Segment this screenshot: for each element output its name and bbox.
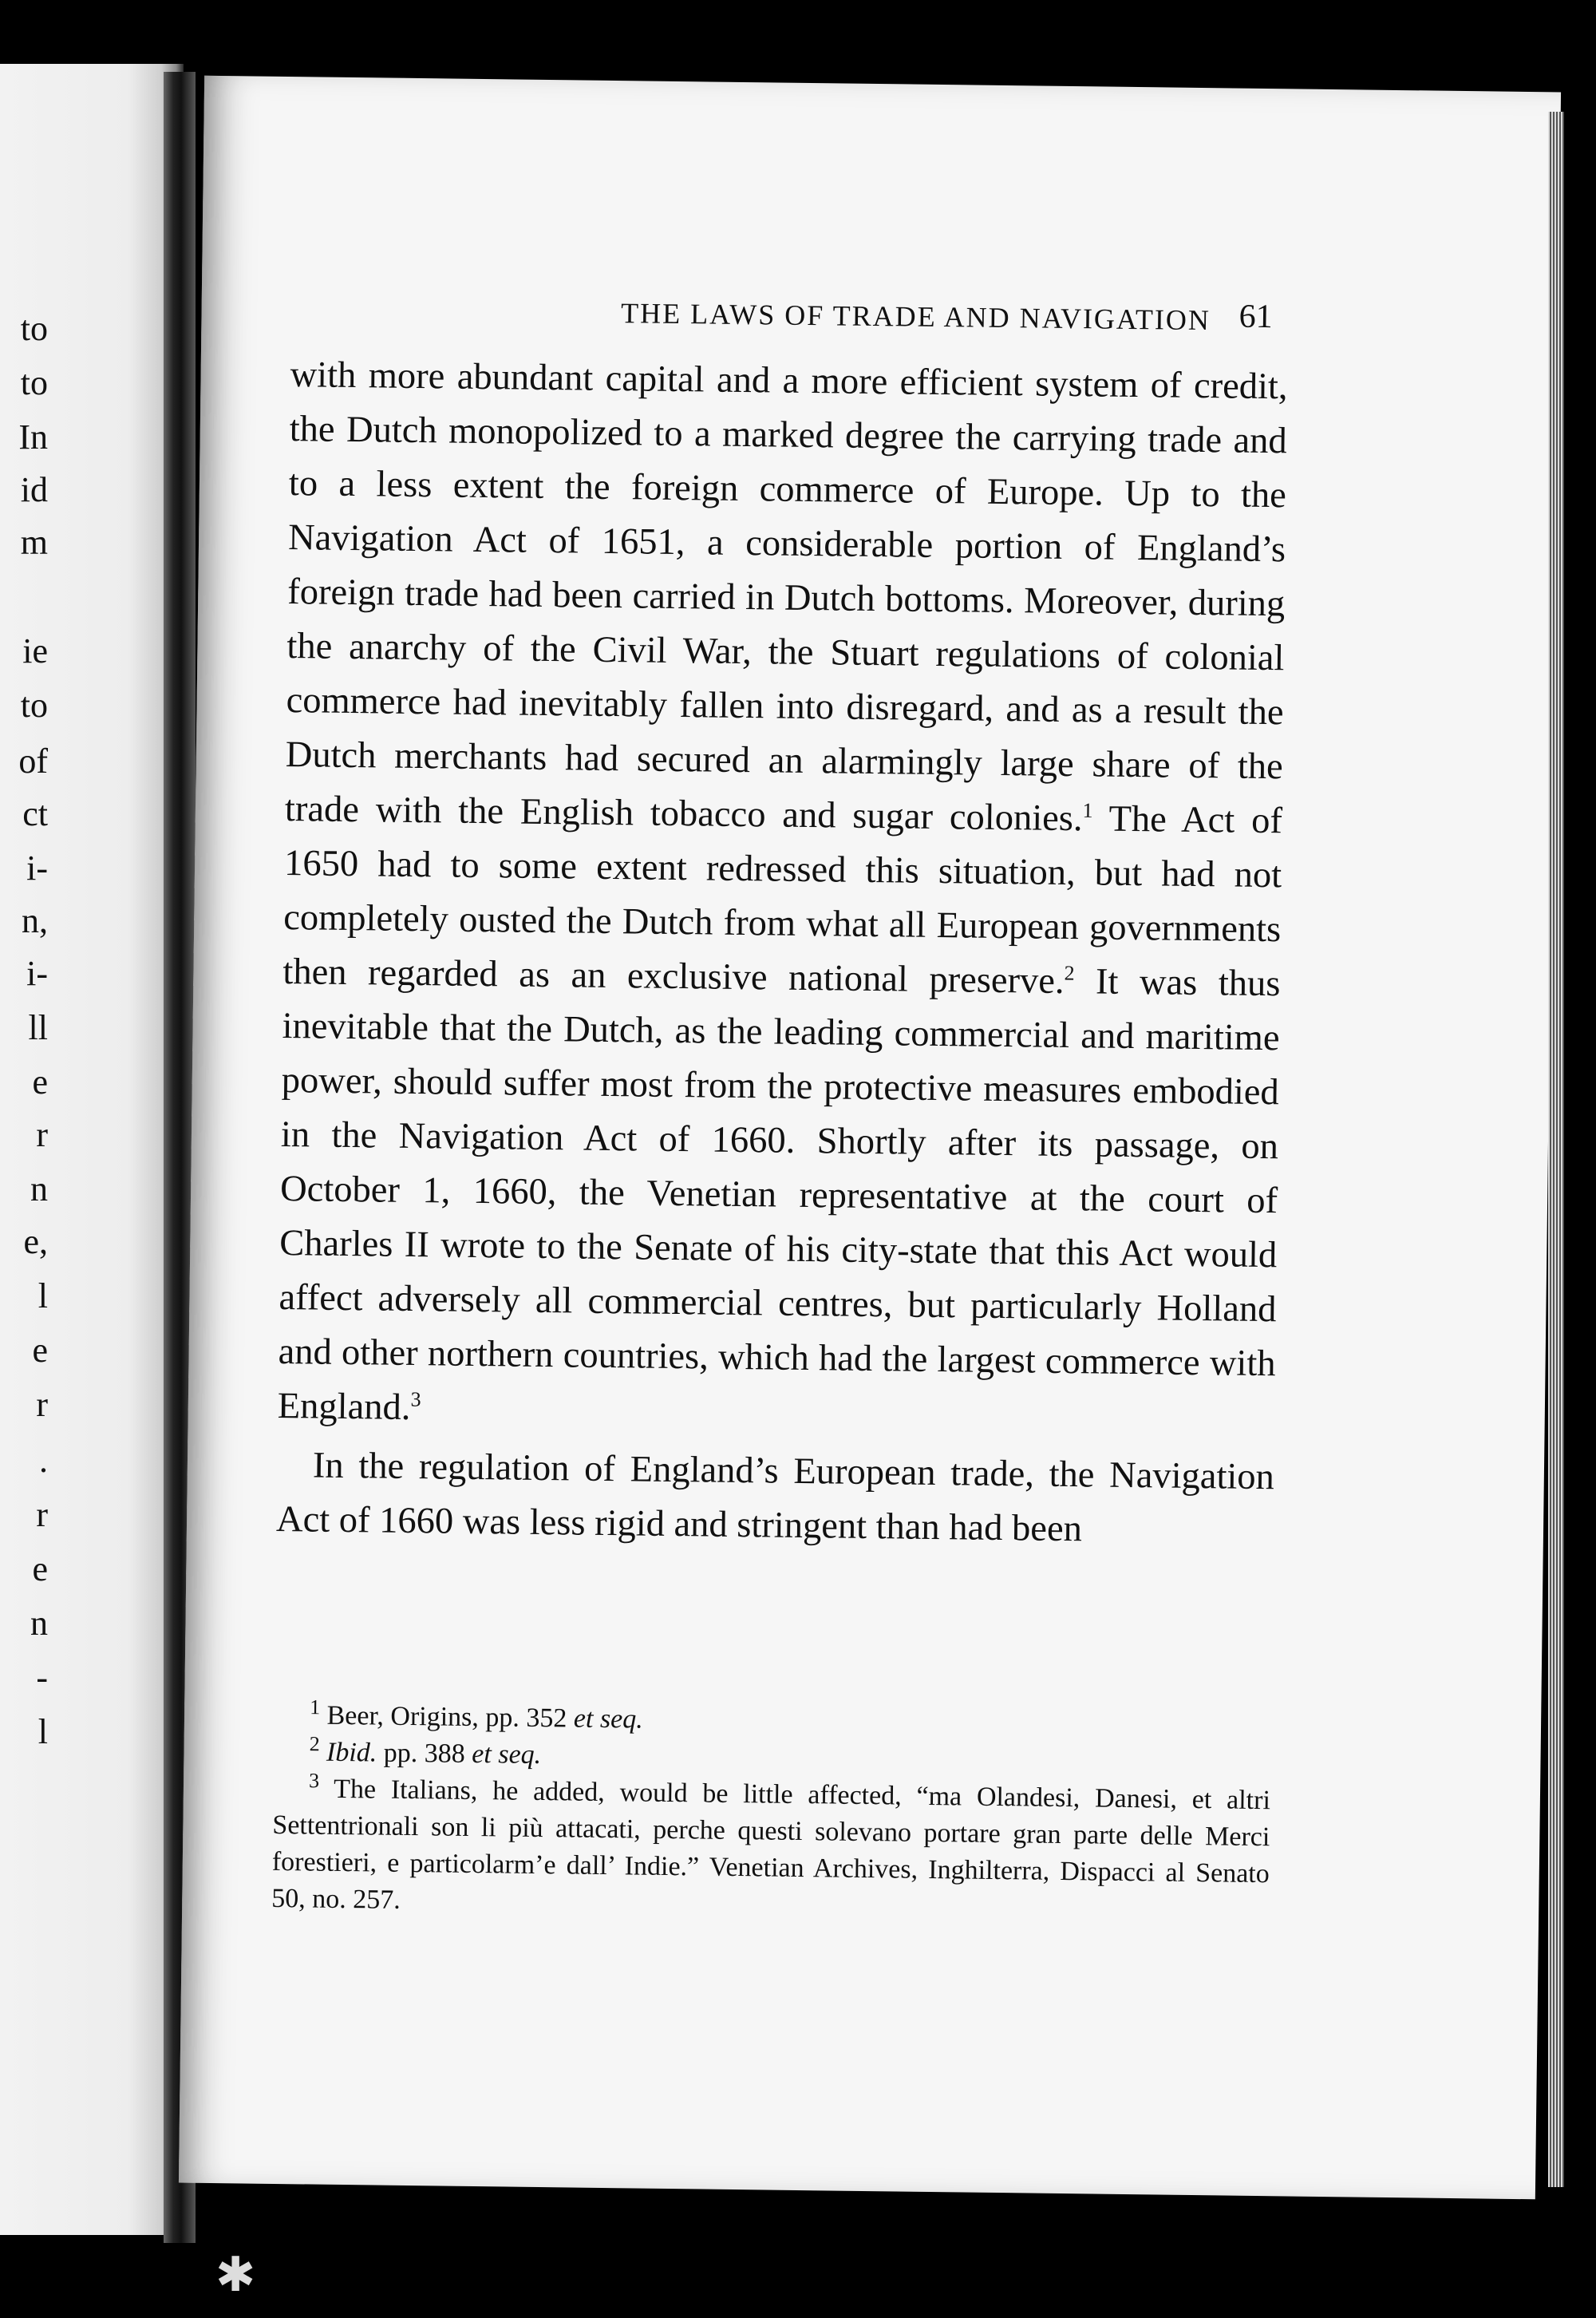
previous-page-fragment: In bbox=[18, 417, 48, 457]
footnote-text: pp. 388 bbox=[377, 1738, 472, 1769]
footnote-ref: 1 bbox=[1082, 798, 1093, 822]
footnotes bbox=[271, 1697, 1271, 1929]
previous-page-fragment: e, bbox=[23, 1222, 48, 1261]
previous-page-fragment: ll bbox=[28, 1008, 48, 1047]
previous-page-fragment: n, bbox=[22, 901, 48, 940]
footnote-ref: 3 bbox=[410, 1387, 421, 1411]
paragraph-text: The Act of 1650 had to some extent redressed this situation, but had not completely ousted the Dutch from what all European governments then regarded as an exclusive national preserve. bbox=[282, 798, 1283, 1002]
paragraph-text: In the regulation of England’s European trade, the Navigation Act of 1660 was less rigid and stringent than had been bbox=[275, 1445, 1275, 1550]
previous-page-fragment: r bbox=[36, 1115, 48, 1154]
footnote-mark: 2 bbox=[309, 1732, 320, 1756]
paragraph bbox=[276, 1438, 1275, 1559]
paragraph-text: It was thus inevitable that the Dutch, as the leading commercial and maritime power, should suffer most from the protective measures embodied in the Navigation Act of 1660. Shortly after its passage, on October 1, 1660, the Venetian representative at the court of Charles II wrote to the Senate of his city-state that this Act would affect adversely all commercial centres, but particularly Holland and other northern countries, which had the largest commerce with England. bbox=[277, 961, 1281, 1428]
footnote-text: The Italians, he added, would be little affected, “ma Olandesi, Danesi, et altri Settentrionali son li più attacati, perche questi solevano portare gran parte delle Merci forestieri, e particolarm’e dall’ Indie.” Venetian Archives, Inghilterra, Dispacci al Senato 50, no. 257. bbox=[271, 1774, 1271, 1915]
footnote-text: Beer, Origins, pp. 352 bbox=[326, 1700, 575, 1734]
previous-page-fragment: i- bbox=[26, 848, 48, 888]
previous-page-fragment: r bbox=[36, 1385, 48, 1424]
previous-page-fragment: m bbox=[20, 523, 48, 562]
previous-page-fragment: ie bbox=[22, 631, 48, 670]
running-head: THE LAWS OF TRADE AND NAVIGATION bbox=[620, 297, 1211, 337]
scan-artifact: ✱ bbox=[215, 2247, 256, 2303]
previous-page-fragment: e bbox=[32, 1331, 48, 1370]
previous-page-fragment: e bbox=[32, 1549, 48, 1588]
previous-page-fragment: e bbox=[32, 1062, 48, 1102]
footnote-italic: et seq. bbox=[573, 1703, 643, 1735]
paragraph-text: with more abundant capital and a more efficient system of credit, the Dutch monopolized to a marked degree the carrying trade and to a less extent the foreign commerce of Europe. Up to the Navigation Act of 1651, a considerable portion of England’s foreign trade had been carried in Dutch bottoms. Moreover, during the anarchy of the Civil War, the Stuart regulations of colonial commerce had inevitably fallen into disregard, and as a result the Dutch merchants had secured an alarmingly large share of the trade with the English tobacco and sugar colonies. bbox=[284, 354, 1288, 840]
footnote-ref: 2 bbox=[1064, 961, 1075, 985]
book-page bbox=[179, 76, 1561, 2200]
previous-page-fragment: id bbox=[20, 470, 48, 509]
footnote bbox=[271, 1770, 1270, 1929]
footnote-italic: Ibid. bbox=[326, 1737, 377, 1768]
previous-page-fragment: . bbox=[39, 1441, 48, 1480]
previous-page-edge bbox=[0, 64, 184, 2235]
previous-page-fragment: to bbox=[20, 309, 48, 348]
previous-page-fragment: i- bbox=[26, 954, 48, 993]
footnote-italic: et seq. bbox=[472, 1738, 542, 1770]
paragraph bbox=[277, 348, 1288, 1446]
footnote-mark: 1 bbox=[310, 1695, 321, 1719]
body-text bbox=[276, 348, 1288, 1559]
page-block-edge bbox=[1548, 112, 1564, 2187]
previous-page-fragment: l bbox=[38, 1712, 48, 1751]
previous-page-fragment: n bbox=[30, 1169, 48, 1208]
previous-page-fragment: ct bbox=[22, 794, 48, 833]
previous-page-fragment: to bbox=[20, 686, 48, 725]
previous-page-fragment: l bbox=[38, 1276, 48, 1315]
page-number: 61 bbox=[1238, 298, 1273, 336]
previous-page-fragment: n bbox=[30, 1604, 48, 1643]
previous-page-fragment: of bbox=[18, 742, 48, 781]
previous-page-fragment: to bbox=[20, 363, 48, 402]
previous-page-fragment: r bbox=[36, 1495, 48, 1534]
footnote-mark: 3 bbox=[308, 1769, 320, 1793]
previous-page-fragment: - bbox=[36, 1658, 48, 1697]
